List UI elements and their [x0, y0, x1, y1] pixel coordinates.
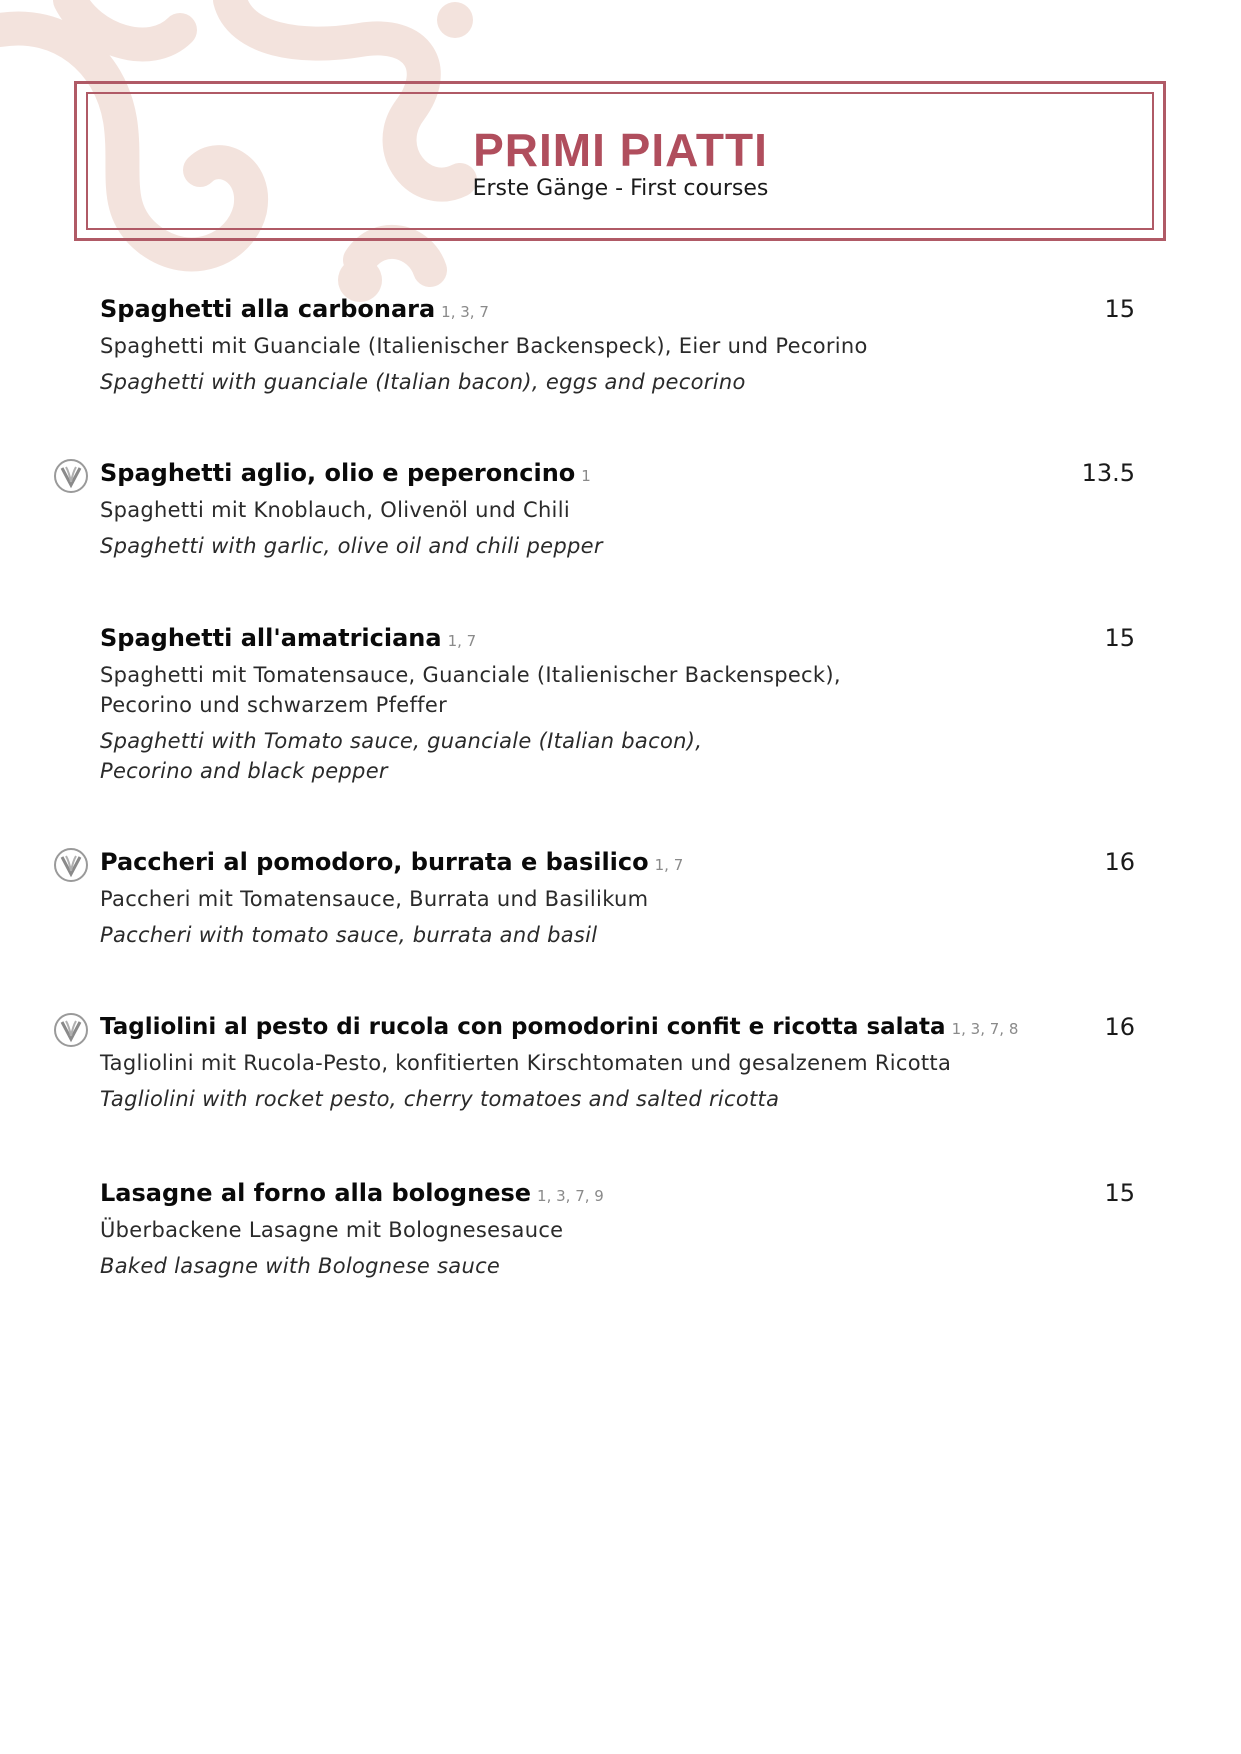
description-english-line: Spaghetti with Tomato sauce, guanciale (Italian bacon),: [100, 729, 703, 753]
description-german: Spaghetti mit Knoblauch, Olivenöl und Chili: [100, 498, 570, 522]
dish-price: 15: [1104, 295, 1135, 323]
description-english: Paccheri with tomato sauce, burrata and basil: [100, 923, 598, 947]
allergen-codes: 1, 3, 7, 9: [537, 1187, 604, 1205]
dish-price: 13.5: [1081, 459, 1135, 487]
allergen-codes: 1: [581, 467, 591, 485]
description-german: Spaghetti mit Guanciale (Italienischer Backenspeck), Eier und Pecorino: [100, 334, 868, 358]
description-english: Spaghetti with guanciale (Italian bacon), eggs and pecorino: [100, 370, 746, 394]
vegetarian-icon: [53, 458, 89, 494]
dish-price: 15: [1104, 1179, 1135, 1207]
dish-name: Spaghetti all'amatriciana: [100, 624, 442, 652]
description-english: Baked lasagne with Bolognese sauce: [100, 1254, 501, 1278]
dish-name: Paccheri al pomodoro, burrata e basilico: [100, 848, 649, 876]
vegetarian-icon: [53, 847, 89, 883]
menu-item: [100, 845, 1135, 950]
description-german-line: Spaghetti mit Tomatensauce, Guanciale (Italienischer Backenspeck),: [100, 663, 841, 687]
menu-item: [100, 292, 1135, 397]
description-german-line: Pecorino und schwarzem Pfeffer: [100, 693, 448, 717]
description-english: Spaghetti with garlic, olive oil and chili pepper: [100, 534, 603, 558]
dish-price: 16: [1104, 848, 1135, 876]
page-subtitle: Erste Gänge - First courses: [472, 176, 769, 201]
dish-name: Spaghetti alla carbonara: [100, 295, 436, 323]
description-english: Tagliolini with rocket pesto, cherry tomatoes and salted ricotta: [100, 1087, 780, 1111]
menu-item: [100, 1010, 1135, 1114]
description-english: [100, 726, 1135, 786]
dish-name: Tagliolini al pesto di rucola con pomodorini confit e ricotta salata: [100, 1014, 946, 1040]
menu-item: [100, 1176, 1135, 1281]
page-title: PRIMI PIATTI: [473, 124, 768, 176]
description-german: Überbackene Lasagne mit Bolognesesauce: [100, 1218, 564, 1242]
description-english-line: Pecorino and black pepper: [100, 759, 388, 783]
description-german: Tagliolini mit Rucola-Pesto, konfitierten Kirschtomaten und gesalzenem Ricotta: [100, 1051, 952, 1075]
dish-name: Lasagne al forno alla bolognese: [100, 1179, 532, 1207]
allergen-codes: 1, 7: [447, 632, 477, 650]
dish-name: Spaghetti aglio, olio e peperoncino: [100, 459, 576, 487]
allergen-codes: 1, 7: [654, 856, 684, 874]
description-german: Paccheri mit Tomatensauce, Burrata und Basilikum: [100, 887, 649, 911]
dish-price: 16: [1104, 1013, 1135, 1041]
allergen-codes: 1, 3, 7, 8: [951, 1020, 1019, 1038]
menu-item: [100, 456, 1135, 561]
menu-item: [100, 621, 1135, 786]
description-german: [100, 660, 1135, 720]
vegetarian-icon: [53, 1012, 89, 1048]
allergen-codes: 1, 3, 7: [441, 303, 489, 321]
dish-price: 15: [1104, 624, 1135, 652]
